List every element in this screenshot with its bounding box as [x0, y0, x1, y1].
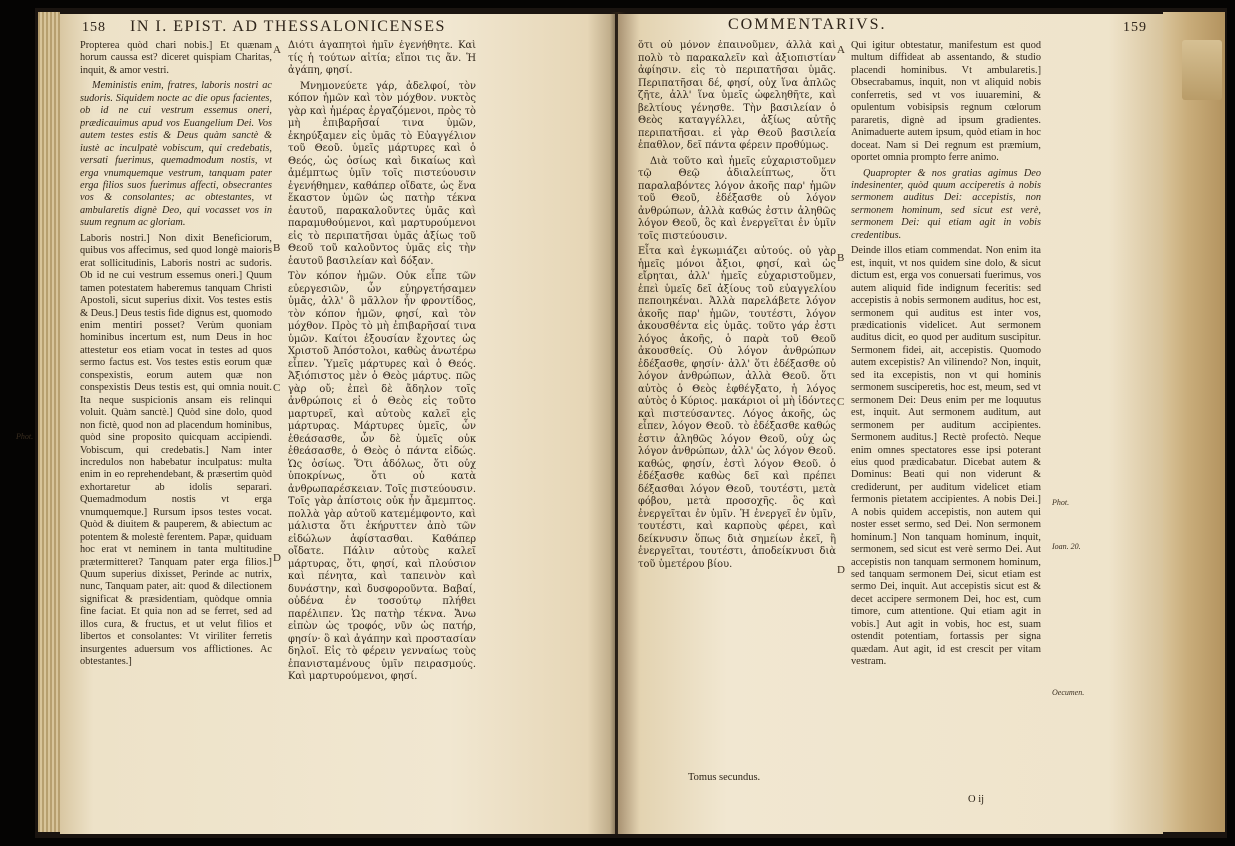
greek-paragraph: Μνημονεύετε γάρ, ἀδελφοί, τὸν κόπον ἡμῶν καὶ τὸν μόχθον. νυκτὸς γὰρ καὶ ἡμέρας ἐργαζόμενοι, πρὸς τὸ μὴ ἐπιβαρῆσαί τινα ὑμῶν, ἐκηρύξαμεν εἰς ὑμᾶς τὸ Εὐαγγέλιον τοῦ Θεοῦ. ὑμεῖς μάρτυρες καὶ ὁ Θεός, ὡς ὁσίως καὶ δικαίως καὶ ἀμέμπτως ὑμῖν τοῖς πιστεύουσιν ἐγενήθημεν, καθάπερ οἴδατε, ὡς ἕνα ἕκαστον ὑμῶν ὡς πατὴρ τέκνα ἑαυτοῦ, παρακαλοῦντες ὑμᾶς καὶ παραμυθούμενοι, καὶ μαρτυρούμενοι εἰς τὸ περιπατῆσαι ὑμᾶς ἀξίως τοῦ Θεοῦ τοῦ καλοῦντος ὑμᾶς εἰς τὴν ἑαυτοῦ βασιλείαν καὶ δόξαν.: [288, 80, 476, 267]
right-page-number: 159: [1123, 20, 1147, 35]
greek-paragraph: ὅτι οὐ μόνον ἐπαινοῦμεν, ἀλλὰ καὶ πολὺ τὸ παρακαλεῖν καὶ ἀξιοπιστίαν ἀφίησιν. εἰς τὸ περιπατῆσαι ὑμᾶς. Περιπατῆσαι δέ, φησί, οὐχ ἵνα ἁπλῶς ζῆτε, ἀλλ' ἵνα ὑμεῖς ὠφεληθῆτε, καὶ βελτίους γένησθε. Τὴν βασιλείαν ὁ Θεὸς καταγγέλλει, ἀξίως αὐτῆς περιπατῆσαι. εἰ γὰρ Θεοῦ βασιλεία ἐπαθλον, δεῖ πάντα φέρειν προθύμως.: [638, 40, 836, 151]
right-margin-note: Phot.: [1052, 498, 1070, 507]
column-letter-b: B: [273, 242, 281, 254]
column-letter-d: D: [837, 564, 845, 576]
signature-mark: Tomus secundus.: [688, 772, 761, 783]
left-margin-note: Phot.: [16, 432, 34, 441]
right-page: [618, 14, 1163, 834]
column-letter-c: C: [273, 382, 281, 394]
right-page-edges: [1163, 12, 1225, 832]
latin-paragraph: Laboris nostri.] Non dixit Beneficiorum, quibus vos affecimus, sed quod longè maioris erat sollicitudinis, Laboris nostri ac sudoris. Ob id ne cui vestrum essemus oneri.] Quum tamen potestatem haberemus tanquam Christi Apostoli, sicut superius dixit. Vos testes estis & Deus.] Deus testis fide dignus est, quomodo enim mentiri posset? Verùm quoniam hominibus incertum est, num Deus in hoc attestetur eos etiam vocat in testes ad quos sermo factus est. Vos testes estis eorum quæ conspexistis, eorum autem quæ non conspexistis Deus testis est, qui omnia nouit. Ita neque suspicionis ansam eis relinqui voluit. Quàm sanctè.] Quòd sine dolo, quod non fictè, quod non ad placendum hominibus, quòd sine proposito quicquam accipiendi. Vobiscum, qui credebatis.] Nam inter incredulos non habebatur inculpatus: multa enim in eo reprehendebant, & præsertim quòd exhortaretur ab idolis separari. Quemadmodum nostis vt erga vnumquemque.] Rursum ipsos testes vocat. Quòd & diuitem & pauperem, & abiectum ac potentem & molestè ferentem. Papæ, quiduam hoc erat vt neminem in tanta multitudine prætermitteret? Tanquam pater erga filios.] Quum superius dixisset, Perinde ac nutrix, nunc, Tanquam pater, ait: quod & dilectionem significat & præsidentiam, quòdque omnia fine faciat. Et quia non ad se ferret, sed ad illos cura, & fructus, et ut velut filios et libertos et consolantes: Vt viriliter ferretis insurgentes aduersum vos afflictiones. Ac obtestantes.]: [80, 232, 272, 668]
left-page-edges: [38, 12, 60, 832]
left-latin-column: [80, 40, 272, 800]
greek-paragraph: Τὸν κόπον ἡμῶν. Οὐκ εἶπε τῶν εὐεργεσιῶν, ὧν εὐηργετήσαμεν ὑμᾶς, ἀλλ' ὃ μᾶλλον ἦν φροντίδος, τὸν κόπον ἡμῶν, φησί, καὶ τὸν μόχθον. Πρὸς τὸ μὴ ἐπιβαρῆσαί τινα ὑμῶν. Καίτοι ἐξουσίαν ἔχοντες ὡς Χριστοῦ Ἀπόστολοι, καθὼς ἀνωτέρω εἶπεν. Ὑμεῖς μάρτυρες καὶ ὁ Θεός. Ἀξιόπιστος μὲν ὁ Θεὸς μάρτυς. πῶς γὰρ οὔ; ἐπεὶ δὲ ἄδηλον τοῖς ἀνθρώποις εἰ ὁ Θεὸς εἰς τοῦτο μαρτυρεῖ, καὶ αὐτοὺς καλεῖ εἰς μάρτυρας. Μάρτυρες ὑμεῖς, ὧν ἐθεάσασθε, ὧν δὲ ὑμεῖς οὐκ ἐθεάσασθε, ὁ Θεὸς ὁ πάντα εἰδώς. Ὡς ὁσίως. Ὅτι ἀδόλως, ὅτι οὐχ ὑποκρίνως, ὅτι οὐ κατὰ ἀνθρωπαρέσκειαν. Τοῖς πιστεύουσιν. Τοῖς γὰρ ἀπίστοις οὐκ ἦν ἄμεμπτος. πολλὰ γὰρ αὐτοῦ κατεμέμφοντο, καὶ μάλιστα ὅτι ἐκήρυττεν ἀπὸ τῶν εἰδώλων ἀφίστασθαι. Καθάπερ οἴδατε. Πάλιν αὐτοὺς καλεῖ μάρτυρας, ὅτι, φησί, καὶ πλούσιον καὶ πένητα, καὶ ταπεινὸν καὶ δυνάστην, καὶ δυσφοροῦντα. Βαβαί, οὐδένα ἐν τοσούτῳ πλήθει παρέλιπεν. Ὡς πατὴρ τέκνα. Ἄνω εἰπὼν ὡς τροφός, νῦν ὡς πατήρ, φησίν· ὃ καὶ ἀγάπην καὶ προστασίαν δηλοῖ. Εἰς τὸ φέρειν γενναίως τοὺς ἐπανισταμένους ὑμῖν πειρασμούς. Καὶ μαρτυρούμενοι, φησί.: [288, 271, 476, 682]
latin-paragraph: Quapropter & nos gratias agimus Deo indesinenter, quòd quum acciperetis à nobis sermonem auditus Dei: accepistis, non sermonem hominum, sed sicut est verè, sermonem Dei: qui etiam agit in vobis credentibus.: [851, 167, 1041, 241]
latin-paragraph: Deinde illos etiam commendat. Non enim ita est, inquit, vt nos quidem sine dolo, & sicut dictum est, erga vos conuersati fuerimus, vos autem aliquid fide indignum feceritis: sed accepistis à nobis sermonem auditus, hoc est, sermonem qui auditus est inter vos, prædicationis videlicet. Aut sermonem auditus dicit, eo quod per auditum suscipitur. Sermonem fidei, ait, accepistis. Quomodo autem excepistis? An viliпendo? Non, inquit, sed ita excepistis, non vt qui hominis sermonem susciperetis, hoc est, meum, sed vt sermonem Dei: Deus enim per me loquutus est, inquit. Aut sermonem auditum, aut sermonem per auditum accipientes. Sermonem auditus.] Rectè profectò. Neque enim omnes spectatores esse ipsi poterant eius quod prædicabatur. Dicebat autem & Dominus: Beati qui non viderunt & crediderunt, per auditum videlicet etiam fermonis pietatem accipientes. A nobis Dei.] A nobis quidem accepistis, non autem qui noster esset sermo, sed Dei. Non sermonem hominum.] Non tanquam hominum, inquit, sermonem, sed sicut est verè sermo Dei. Aut accepistis non tanquam sermonem hominum, sed tanquam sermonem Dei, sicut etiam est sermo Dei, inquit. Aut accepistis sicut est & decet accipere sermonem Dei, hoc est, cum timore, cum attentione. Qui etiam agit in vobis.] Aut agit in vobis, hoc est, suam ostendit potentiam, fortassis per signa quædam. Aut agit, id est crescit per vitam vestram.: [851, 245, 1041, 668]
right-margin-note: Ioan. 20.: [1052, 542, 1081, 551]
signature: O ij: [968, 794, 985, 805]
left-page: [60, 14, 615, 834]
column-letter-d: D: [273, 552, 281, 564]
latin-paragraph: Meministis enim, fratres, laboris nostri ac sudoris. Siquidem nocte ac die opus facientes, ob id ne cui vestrum essemus oneri, prædicauimus apud vos Euangelium Dei. Vos autem testes estis & Deus quàm sanctè & iustè ac inculpatè vobiscum, qui credebatis, versati fuerimus, quemadmodum nostis, vt erga vnumquemque vestrum, tanquam pater erga filios suos fuerimus affecti, obsecrantes vos & consolantes; ac obtestantes, vt ambularetis dignè Deo, qui vocasset vos in suum regnum ac gloriam.: [80, 80, 272, 229]
right-latin-column: [851, 40, 1041, 800]
column-letter-c: C: [837, 396, 845, 408]
left-running-head: IN I. EPIST. AD THESSALONICENSES: [130, 18, 446, 35]
column-letter-a: A: [837, 44, 845, 56]
latin-paragraph: Qui igitur obtestatur, manifestum est quod multum diffideat ab assentando, & studio placendi hominibus. Vt ambularetis.] Obsecrabamus, inquit, non vt aliquid nobis conferretis, sed vt vos iuuaremini, & opulentum vobisipsis regnum cœlorum pararetis, dignè ad ipsum gradientes. Animaduerte autem ipsum, quòd etiam in hoc doceat. Nam si Dei regnum est præmium, oportet omnia prompto ferre animo.: [851, 40, 1041, 164]
greek-paragraph: Εἶτα καὶ ἐγκωμιάζει αὐτούς. οὐ γὰρ ἡμεῖς μόνοι ἄξιοι, φησί, καὶ ὡς εἴρηται, ἀλλ' ἡμεῖς εὐχαριστοῦμεν, ἐπεὶ ὑμεῖς δεῖ ἀξίους τοῦ εὐαγγελίου πεποιηκέναι. Ἀλλὰ παρελάβετε λόγον ἀκοῆς παρ' ἡμῶν, τουτέστι, λόγον ἀκουσθέντα εἰς ὑμᾶς. τοῦτο γάρ ἐστι λόγος ἀκοῆς, ὁ παρὰ τοῦ Θεοῦ ἀκουσθείς. Οὐ λόγον ἀνθρώπων ἐδέξασθε, φησίν· ἀλλ' ὅτι ἐδέξασθε οὐ λόγον ἀνθρώπων, ἀλλὰ Θεοῦ. ὅτι αὐτὸς ὁ Θεὸς ἐφθέγξατο, ἡ λόγος αὐτὸς ὁ Κύριος. μακάριοι οἱ μὴ ἰδόντες καὶ πιστεύσαντες. Λόγος ἀκοῆς, ὡς εἶπεν, λόγον Θεοῦ. τὸ ἐδέξασθε καθώς ἐστιν ἀληθῶς λόγον Θεοῦ, οὐχ ὡς λόγον ἀνθρώπων, ἀλλ' ὡς λόγον Θεοῦ. καθώς, φησίν, ἐστὶ λόγον Θεοῦ. ὁ ἐδέξασθε καθὼς δεῖ καὶ πρέπει δέξασθαι λόγον Θεοῦ, τουτέστι, μετὰ φόβου, μετὰ προσοχῆς. ὃς καὶ ἐνεργεῖται ἐν ὑμῖν. Ἡ ἐνεργεῖ ἐν ὑμῖν, τουτέστι, καὶ καρποὺς φέρει, καὶ δείκνυσιν ὅπως διὰ σημείων ἐκεῖ, ἢ ἐνεργεῖται, τουτέστι, ἀποδείκνυσι διὰ τοῦ ὑμετέρου βίου.: [638, 246, 836, 570]
greek-paragraph: Διὰ τοῦτο καὶ ἡμεῖς εὐχαριστοῦμεν τῷ Θεῷ ἀδιαλείπτως, ὅτι παραλαβόντες λόγον ἀκοῆς παρ' ἡμῶν τοῦ Θεοῦ, ἐδέξασθε οὐ λόγον ἀνθρώπων, ἀλλὰ καθώς ἐστιν ἀληθῶς λόγον Θεοῦ, ὃς καὶ ἐνεργεῖται ἐν ὑμῖν τοῖς πιστεύουσιν.: [638, 155, 836, 242]
bookmark-tab: [1182, 40, 1222, 100]
right-margin-note: Oecumen.: [1052, 688, 1085, 697]
right-running-head: COMMENTARIVS.: [728, 16, 887, 33]
left-greek-column: [288, 40, 476, 800]
column-letter-b: B: [837, 252, 845, 264]
column-letter-a: A: [273, 44, 281, 56]
right-greek-column: [638, 40, 836, 770]
latin-paragraph: Propterea quòd chari nobis.] Et quænam horum caussa est? diceret quispiam Charitas, inquit, & amor vestri.: [80, 40, 272, 76]
greek-paragraph: Διότι ἀγαπητοὶ ἡμῖν ἐγενήθητε. Καὶ τίς ἡ τούτων αἰτία; εἴποι τις ἄν. Ἡ ἀγάπη, φησί.: [288, 40, 476, 76]
left-page-number: 158: [82, 20, 106, 35]
